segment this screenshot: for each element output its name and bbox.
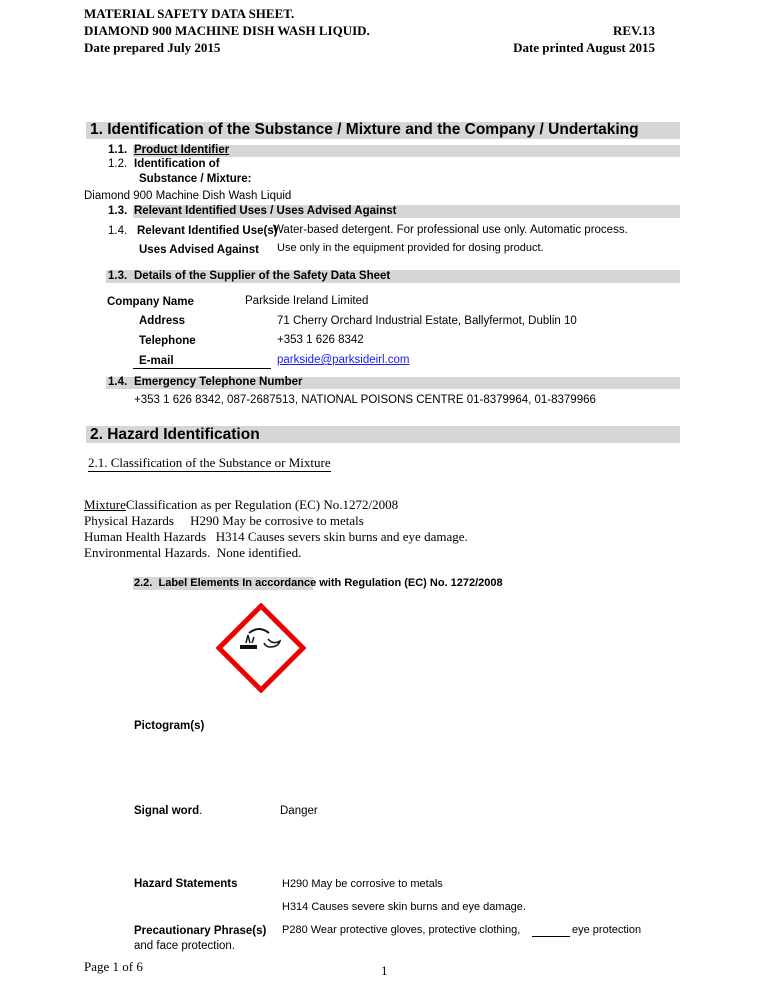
- address-value: 71 Cherry Orchard Industrial Estate, Ballyfermot, Dublin 10: [277, 315, 577, 327]
- doc-title: MATERIAL SAFETY DATA SHEET.: [84, 6, 295, 21]
- hazard-h314: H314 Causes severe skin burns and eye damage.: [282, 901, 526, 913]
- mixture-label: Mixture: [84, 497, 126, 512]
- pictogram-label: Pictogram(s): [134, 720, 205, 732]
- num-1-4: 1.4.: [108, 225, 128, 237]
- email-link[interactable]: parkside@parksideirl.com: [277, 354, 410, 366]
- email-label: E-mail: [139, 355, 174, 367]
- page-number: 1: [381, 963, 388, 978]
- identification-label: Identification of: [134, 158, 220, 170]
- corrosive-pictogram-icon: [216, 603, 306, 693]
- num-2-2: 2.2.: [134, 577, 153, 589]
- date-printed: Date printed August 2015: [513, 40, 655, 55]
- relevant-uses-label: Relevant Identified Use(s): [137, 225, 278, 237]
- emergency-numbers: +353 1 626 8342, 087-2687513, NATIONAL POISONS CENTRE 01-8379964, 01-8379966: [134, 394, 596, 406]
- num-1-3: 1.3.: [108, 205, 128, 217]
- num-1-2: 1.2.: [108, 158, 128, 170]
- precautionary-eye: eye protection: [572, 924, 642, 936]
- product-name: Diamond 900 Machine Dish Wash Liquid: [84, 190, 292, 202]
- uses-against-value: Use only in the equipment provided for dosing product.: [277, 242, 544, 254]
- classification-heading: 2.1. Classification of the Substance or Mixture: [88, 455, 331, 470]
- label-elements-heading: Label Elements: [158, 577, 240, 589]
- substance-label: Substance / Mixture:: [139, 173, 252, 185]
- uses-against-label: Uses Advised Against: [139, 244, 259, 256]
- supplier-heading: Details of the Supplier of the Safety Data Sheet: [134, 270, 391, 282]
- num-1-1: 1.1.: [108, 144, 128, 156]
- company-value: Parkside Ireland Limited: [245, 295, 369, 307]
- precautionary-cont: and face protection.: [134, 940, 236, 952]
- revision: REV.13: [612, 23, 655, 38]
- date-prepared: Date prepared July 2015: [84, 40, 221, 55]
- telephone-value: +353 1 626 8342: [277, 334, 364, 346]
- telephone-label: Telephone: [139, 335, 196, 347]
- section-2-heading: 2. Hazard Identification: [90, 426, 260, 443]
- hazard-statements-label: Hazard Statements: [134, 878, 238, 890]
- precautionary-p280: P280 Wear protective gloves, protective clothing,: [282, 924, 521, 936]
- label-elements-regulation: In accordance with Regulation (EC) No. 1272/2008: [239, 577, 503, 589]
- product-identifier-label: Product Identifier: [134, 144, 230, 156]
- environmental-hazards: Environmental Hazards. None identified.: [84, 545, 302, 560]
- physical-hazards: Physical Hazards H290 May be corrosive to metals: [84, 513, 364, 528]
- relevant-uses-value: Water-based detergent. For professional use only. Automatic process.: [273, 224, 628, 236]
- health-hazards: Human Health Hazards H314 Causes severs skin burns and eye damage.: [84, 529, 468, 544]
- section-1-heading: 1. Identification of the Substance / Mixture and the Company / Undertaking: [90, 121, 639, 138]
- emergency-heading: Emergency Telephone Number: [134, 376, 303, 388]
- classification-text: Classification as per Regulation (EC) No.1272/2008: [125, 497, 399, 512]
- signal-word-label: Signal word: [134, 805, 200, 817]
- num-1-3b: 1.3.: [108, 270, 128, 282]
- address-label: Address: [139, 315, 186, 327]
- precautionary-label: Precautionary Phrase(s): [134, 925, 267, 937]
- doc-product: DIAMOND 900 MACHINE DISH WASH LIQUID.: [84, 23, 370, 38]
- signal-word-dot: .: [199, 805, 203, 817]
- page-indicator: Page 1 of 6: [84, 959, 143, 974]
- uses-heading: Relevant Identified Uses / Uses Advised Against: [134, 205, 397, 217]
- hazard-h290: H290 May be corrosive to metals: [282, 878, 443, 890]
- company-label: Company Name: [107, 296, 194, 308]
- signal-word-value: Danger: [280, 805, 318, 817]
- num-1-4b: 1.4.: [108, 376, 128, 388]
